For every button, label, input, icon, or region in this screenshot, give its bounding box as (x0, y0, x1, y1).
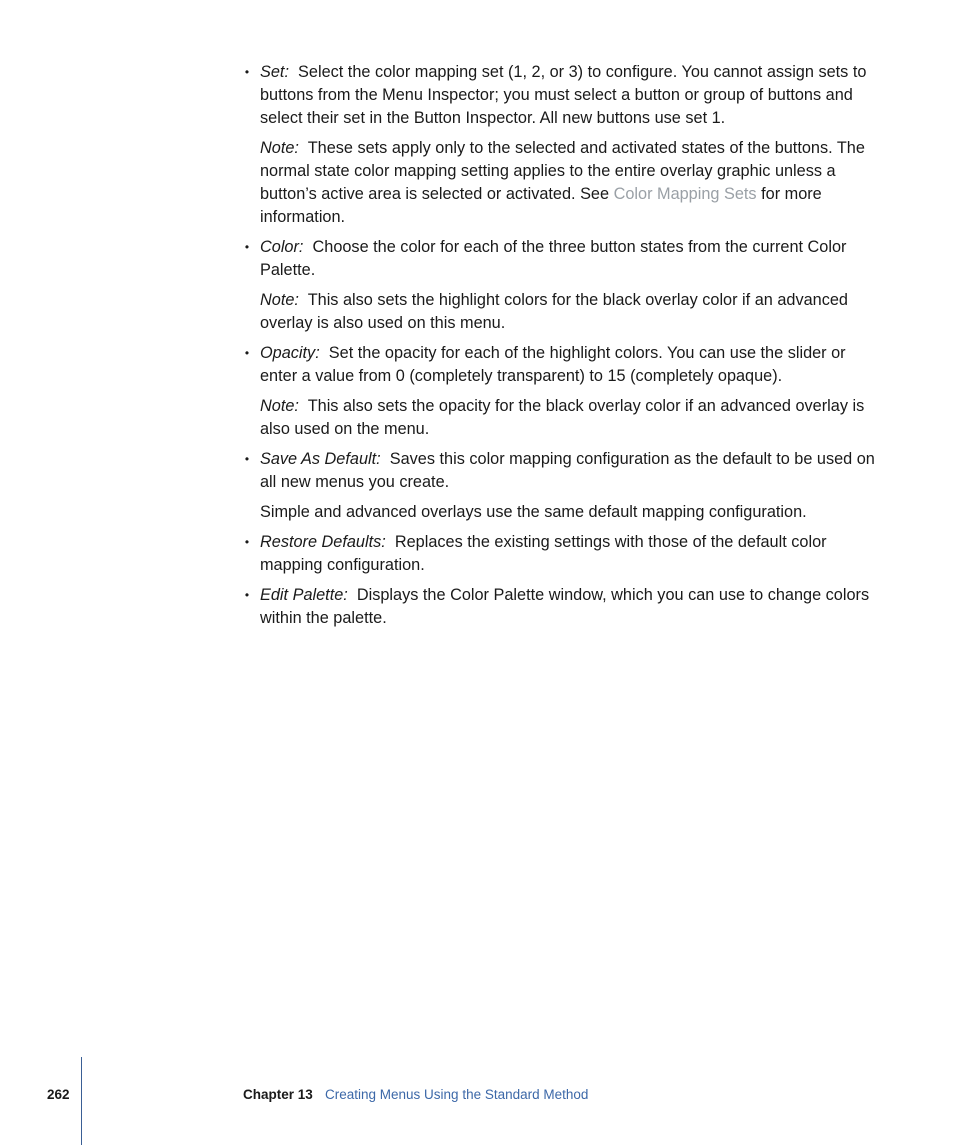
list-item-restore-defaults (242, 531, 882, 577)
note-color (242, 289, 882, 335)
note-text: This also sets the highlight colors for the black overlay color if an advanced overlay is also used on this menu. (260, 291, 848, 332)
item-text: Select the color mapping set (1, 2, or 3) to configure. You cannot assign sets to buttons from the Menu Inspector; you must select a button or group of buttons and select their set in the Button Inspector. All new buttons use set 1. (260, 63, 867, 127)
note-opacity (242, 395, 882, 441)
chapter-label: Chapter 13 (243, 1087, 313, 1102)
note-text: This also sets the opacity for the black overlay color if an advanced overlay is also used on the menu. (260, 397, 865, 438)
extra-paragraph: Simple and advanced overlays use the same default mapping configuration. (260, 503, 807, 521)
term-save-as-default: Save As Default: (260, 450, 381, 468)
note-text-after: for more information. (260, 185, 822, 226)
page-number: 262 (47, 1087, 70, 1102)
item-text: Saves this color mapping configuration as the default to be used on all new menus you create. (260, 450, 875, 491)
list-item-save-as-default (242, 448, 882, 494)
item-text: Replaces the existing settings with those of the default color mapping configuration. (260, 533, 827, 574)
term-color: Color: (260, 238, 304, 256)
term-restore-defaults: Restore Defaults: (260, 533, 386, 551)
chapter-title: Creating Menus Using the Standard Method (325, 1087, 589, 1102)
term-opacity: Opacity: (260, 344, 320, 362)
list-item-set (242, 61, 882, 130)
list-item-edit-palette (242, 584, 882, 630)
bullet: • (244, 65, 250, 79)
page-content (242, 61, 882, 637)
bullet: • (244, 535, 250, 549)
list-item-opacity (242, 342, 882, 388)
note-label: Note: (260, 139, 299, 157)
term-edit-palette: Edit Palette: (260, 586, 348, 604)
color-mapping-sets-link[interactable]: Color Mapping Sets (613, 185, 757, 203)
bullet: • (244, 452, 250, 466)
note-set (242, 137, 882, 229)
note-label: Note: (260, 291, 299, 309)
note-text: These sets apply only to the selected and activated states of the buttons. The normal state color mapping setting applies to the entire overlay graphic unless a button’s active area is selected or activated. See (260, 139, 865, 203)
page-footer (0, 1086, 954, 1110)
bullet: • (244, 588, 250, 602)
item-text: Set the opacity for each of the highlight colors. You can use the slider or enter a value from 0 (completely transparent) to 15 (completely opaque). (260, 344, 846, 385)
bullet: • (244, 240, 250, 254)
term-set: Set: (260, 63, 289, 81)
item-text: Displays the Color Palette window, which you can use to change colors within the palette. (260, 586, 870, 627)
note-label: Note: (260, 397, 299, 415)
item-text: Choose the color for each of the three button states from the current Color Palette. (260, 238, 847, 279)
list-item-color (242, 236, 882, 282)
bullet: • (244, 346, 250, 360)
